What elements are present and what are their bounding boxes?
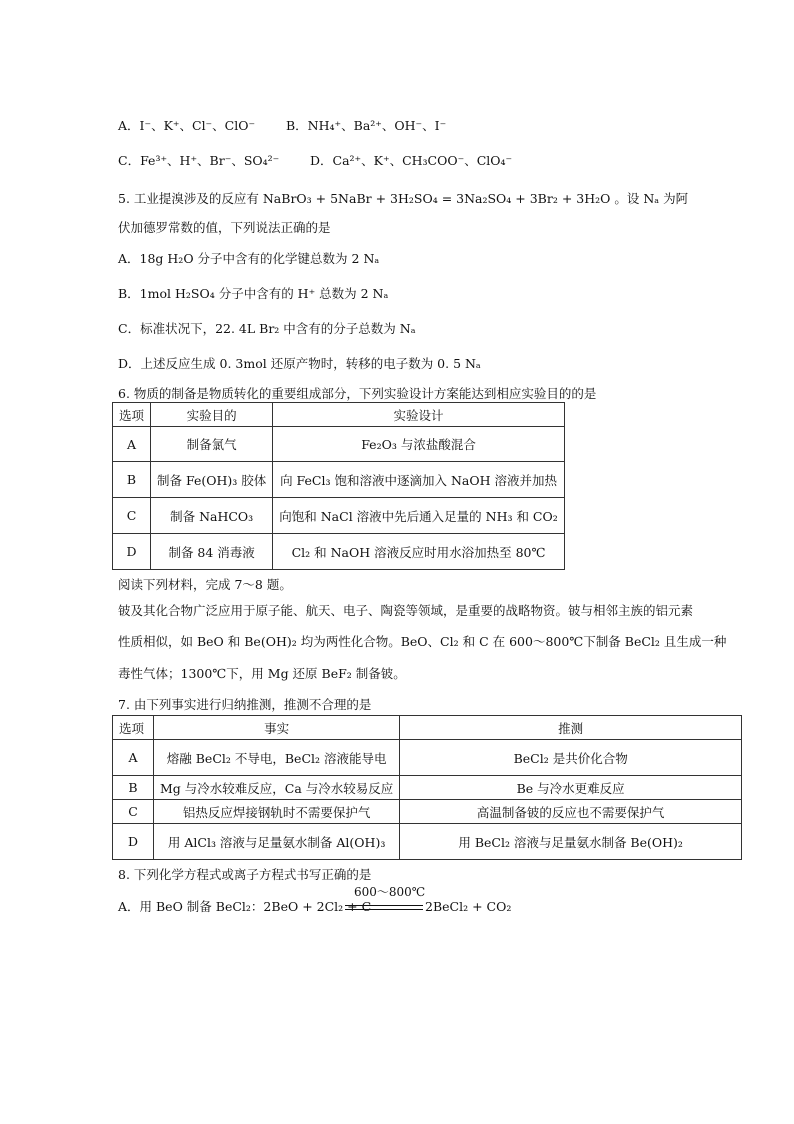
q6-row-b-option: B: [113, 462, 151, 498]
q6-header-purpose: 实验目的: [151, 403, 273, 427]
material-line3: 毒性气体；1300℃下，用 Mg 还原 BeF₂ 制备铍。: [118, 666, 406, 681]
table-row: [113, 824, 742, 860]
q6-row-d-purpose: 制备 84 消毒液: [151, 534, 273, 570]
q7-row-d-inference: 用 BeCl₂ 溶液与足量氨水制备 Be(OH)₂: [400, 824, 742, 860]
q7-row-a-fact: 熔融 BeCl₂ 不导电，BeCl₂ 溶液能导电: [154, 740, 400, 776]
table-row: [113, 740, 742, 776]
table-row: [113, 800, 742, 824]
q5-stem-line2: 伏加德罗常数的值，下列说法正确的是: [118, 220, 331, 235]
q8-stem: 8. 下列化学方程式或离子方程式书写正确的是: [118, 867, 372, 882]
q7-row-c-inference: 高温制备铍的反应也不需要保护气: [400, 800, 742, 824]
q4-option-a: A．I⁻、K⁺、Cl⁻、ClO⁻: [118, 118, 256, 133]
q8-reaction-condition: 600～800℃: [354, 885, 426, 899]
q5-option-a: A．18g H₂O 分子中含有的化学键总数为 2 Nₐ: [118, 251, 380, 266]
q6-header-row: [113, 403, 565, 427]
q6-row-d-option: D: [113, 534, 151, 570]
q4-option-b: B．NH₄⁺、Ba²⁺、OH⁻、I⁻: [286, 118, 447, 133]
q7-header-fact: 事实: [154, 716, 400, 740]
q6-row-a-option: A: [113, 427, 151, 462]
q7-row-c-option: C: [113, 800, 154, 824]
table-row: [113, 498, 565, 534]
q7-header-inference: 推测: [400, 716, 742, 740]
q7-row-c-fact: 铝热反应焊接钢轨时不需要保护气: [154, 800, 400, 824]
q7-header-option: 选项: [113, 716, 154, 740]
table-row: [113, 534, 565, 570]
q4-option-c: C．Fe³⁺、H⁺、Br⁻、SO₄²⁻: [118, 153, 280, 168]
q7-row-b-option: B: [113, 776, 154, 800]
equals-bar-bottom: [345, 909, 423, 910]
q6-row-d-design: Cl₂ 和 NaOH 溶液反应时用水浴加热至 80℃: [273, 534, 565, 570]
q4-option-d: D．Ca²⁺、K⁺、CH₃COO⁻、ClO₄⁻: [310, 153, 513, 168]
table-row: [113, 462, 565, 498]
q6-row-b-design: 向 FeCl₃ 饱和溶液中逐滴加入 NaOH 溶液并加热: [273, 462, 565, 498]
q5-stem-line1: 5. 工业提溴涉及的反应有 NaBrO₃ + 5NaBr + 3H₂SO₄ = 3Na₂SO₄ + 3Br₂ + 3H₂O 。设 Nₐ 为阿: [118, 191, 689, 206]
q8-option-a-prefix: A．用 BeO 制备 BeCl₂：2BeO + 2Cl₂ + C: [118, 899, 372, 914]
q7-row-d-option: D: [113, 824, 154, 860]
q6-row-a-purpose: 制备氯气: [151, 427, 273, 462]
table-row: [113, 776, 742, 800]
q6-row-c-purpose: 制备 NaHCO₃: [151, 498, 273, 534]
q7-table: [112, 715, 742, 860]
q8-option-a-products: 2BeCl₂ + CO₂: [425, 899, 512, 914]
material-line2: 性质相似，如 BeO 和 Be(OH)₂ 均为两性化合物。BeO、Cl₂ 和 C 在 600～800℃下制备 BeCl₂ 且生成一种: [118, 634, 727, 649]
q7-row-a-inference: BeCl₂ 是共价化合物: [400, 740, 742, 776]
equals-bar-top: [345, 905, 423, 906]
q6-header-option: 选项: [113, 403, 151, 427]
q6-row-c-design: 向饱和 NaCl 溶液中先后通入足量的 NH₃ 和 CO₂: [273, 498, 565, 534]
q7-row-b-inference: Be 与冷水更难反应: [400, 776, 742, 800]
q6-row-c-option: C: [113, 498, 151, 534]
material-line1: 铍及其化合物广泛应用于原子能、航天、电子、陶瓷等领域，是重要的战略物资。铍与相邻主族的铝元素: [118, 603, 694, 618]
q6-header-design: 实验设计: [273, 403, 565, 427]
q6-table: [112, 402, 565, 570]
q7-stem: 7. 由下列事实进行归纳推测，推测不合理的是: [118, 697, 372, 712]
q7-row-a-option: A: [113, 740, 154, 776]
q6-row-a-design: Fe₂O₃ 与浓盐酸混合: [273, 427, 565, 462]
q7-row-d-fact: 用 AlCl₃ 溶液与足量氨水制备 Al(OH)₃: [154, 824, 400, 860]
material-intro: 阅读下列材料，完成 7～8 题。: [118, 577, 292, 592]
q5-option-c: C．标准状况下，22. 4L Br₂ 中含有的分子总数为 Nₐ: [118, 321, 416, 336]
q6-row-b-purpose: 制备 Fe(OH)₃ 胶体: [151, 462, 273, 498]
q6-stem: 6. 物质的制备是物质转化的重要组成部分，下列实验设计方案能达到相应实验目的的是: [118, 386, 597, 401]
q7-header-row: [113, 716, 742, 740]
q7-row-b-fact: Mg 与冷水较难反应，Ca 与冷水较易反应: [154, 776, 400, 800]
q5-option-d: D．上述反应生成 0. 3mol 还原产物时，转移的电子数为 0. 5 Nₐ: [118, 356, 481, 371]
table-row: [113, 427, 565, 462]
q5-option-b: B．1mol H₂SO₄ 分子中含有的 H⁺ 总数为 2 Nₐ: [118, 286, 389, 301]
